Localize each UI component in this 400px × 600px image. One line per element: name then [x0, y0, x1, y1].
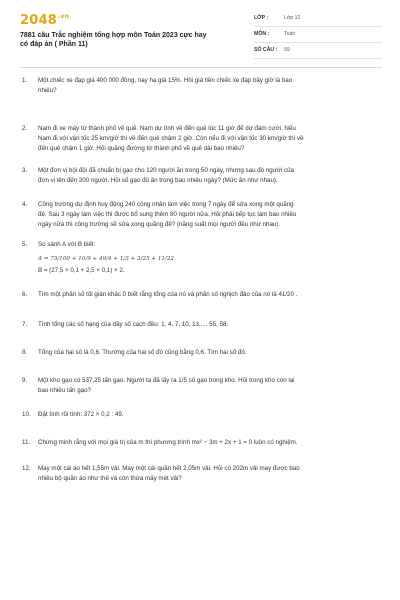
question-text	[38, 166, 378, 186]
question-item	[0, 124, 400, 164]
question-line: So sánh A với B biết:	[38, 241, 96, 248]
question-line: Tổng của hai số là 0,6. Thương của hai số đó cũng bằng 0,6. Tìm hai số đó.	[38, 349, 247, 356]
logo-text: 2048	[20, 13, 57, 28]
question-line: Tìm một phân số tối giản khác 0 biết rằng tổng của nó và phân số nghịch đảo của nó là 41/20 .	[38, 291, 298, 298]
meta-label-class: LỚP :	[254, 15, 269, 21]
question-text	[38, 76, 378, 96]
question-list	[0, 76, 400, 482]
question-item	[0, 200, 400, 240]
question-text	[38, 438, 378, 448]
question-item	[0, 320, 400, 342]
meta-value-count: 59	[284, 47, 290, 53]
question-line: May một cái áo hết 1,55m vải. May một cái quần hết 2,05m vải. Hỏi có 202m vải may được bao	[38, 465, 300, 472]
meta-row-count	[254, 46, 382, 59]
header-divider	[20, 67, 382, 68]
meta-value-class: Lớp 12	[284, 15, 301, 21]
question-line: Nam đi xe máy từ thành phố về quê. Nam dự tính về đến quê lúc 11 giờ để dự đám cưới. Nếu	[38, 125, 296, 132]
question-text	[38, 200, 378, 230]
question-item	[0, 240, 400, 282]
question-number: 5.	[22, 241, 28, 248]
question-line: đê. Sau 3 ngày làm việc thì được bổ sung thêm 80 người nữa. Hỏi phải tiếp tục làm bao nhiêu	[38, 211, 297, 218]
question-text	[38, 464, 378, 484]
question-item	[0, 464, 400, 494]
question-line: Chứng minh rằng với mọi giá trị của m thì phương trình mx² − 3m + 2x + 1 = 0 luôn có nghiệm.	[38, 439, 298, 446]
question-item	[0, 438, 400, 460]
question-number: 4.	[22, 201, 28, 208]
question-line: Một đơn vị bội đội đã chuẩn bị gạo cho 120 người ăn trong 50 ngày, nhưng sau đó người của	[38, 167, 294, 174]
question-text	[38, 240, 378, 276]
question-line: Đặt tính rồi tính: 372 × 0,2 : 49.	[38, 411, 124, 418]
question-item	[0, 348, 400, 370]
question-item	[0, 166, 400, 196]
question-item	[0, 76, 400, 106]
question-item	[0, 376, 400, 406]
question-text	[38, 320, 378, 330]
question-line: nhiêu?	[38, 87, 57, 94]
question-line: nhiêu bộ quần áo như thế và còn thừa mấy mét vải?	[38, 475, 182, 482]
meta-label-subject: MÔN :	[254, 31, 270, 37]
question-line: Tính tổng các số hạng của dãy số cách đều: 1, 4, 7, 10, 13,..., 55, 58.	[38, 321, 229, 328]
question-item	[0, 290, 400, 312]
question-line: Một chiếc xe đạp giá 400 000 đồng, nay hạ giá 15%. Hỏi giá tiền chiếc xe đạp bây giờ là bao	[38, 77, 293, 84]
document-title	[20, 31, 240, 49]
question-line: Công trường dự định huy động 240 công nhân làm việc trong 7 ngày để sửa xong một quãng	[38, 201, 294, 208]
meta-label-count: SỐ CÂU :	[254, 47, 278, 53]
logo-tld: .vn	[57, 13, 70, 20]
question-line: đơn vị lên đến 200 người. Hỏi số gạo đủ ăn trong bao nhiêu ngày? (Mức ăn như nhau).	[38, 177, 278, 184]
question-line: đến quê chậm 1 giờ. Hỏi quãng đường từ thành phố về quê dài bao nhiêu?	[38, 145, 245, 152]
question-number: 7.	[22, 321, 28, 328]
question-line: Nam đi với vận tốc 25 km/giờ thì về đến quê chậm 2 giờ. Còn nếu đi với vận tốc 30 km/giờ thì về	[38, 135, 304, 142]
document-title-line-2: có đáp án ( Phần 11)	[20, 41, 88, 48]
question-number: 2.	[22, 125, 28, 132]
document-header	[0, 0, 400, 60]
meta-row-class	[254, 14, 382, 27]
formula-a: A = 75/100 + 16/9 + 49/4 + 1/3 + 3/25 + 11/22	[38, 256, 174, 262]
question-number: 6.	[22, 291, 28, 298]
question-text	[38, 290, 378, 300]
document-meta	[254, 14, 382, 62]
question-number: 10.	[22, 411, 31, 418]
meta-value-subject: Toán	[284, 31, 296, 37]
site-logo[interactable]	[20, 13, 69, 28]
question-number: 11.	[22, 439, 31, 446]
meta-row-subject	[254, 30, 382, 43]
question-line: B = (27,5 × 0,1 + 2,5 × 0,1) × 2.	[38, 267, 125, 274]
document-title-line-1: 7881 câu Trắc nghiệm tổng hợp môn Toán 2023 cực hay	[20, 32, 207, 39]
question-text	[38, 410, 378, 420]
question-number: 8.	[22, 349, 28, 356]
question-text	[38, 348, 378, 358]
question-line: ngày nữa thì công trường sẽ sửa xong quãng đê? (năng suất mọi người đều như nhau).	[38, 221, 281, 228]
question-text	[38, 124, 378, 154]
question-line: Một kho gạo có 537,25 tấn gạo. Người ta đã lấy ra 1/5 số gạo trong kho. Hỏi trong kho còn lại	[38, 377, 295, 384]
question-number: 1.	[22, 77, 28, 84]
question-number: 12.	[22, 465, 31, 472]
question-text	[38, 376, 378, 396]
question-item	[0, 410, 400, 432]
question-number: 9.	[22, 377, 28, 384]
question-number: 3.	[22, 167, 28, 174]
question-line: bao nhiêu tấn gạo?	[38, 387, 91, 394]
